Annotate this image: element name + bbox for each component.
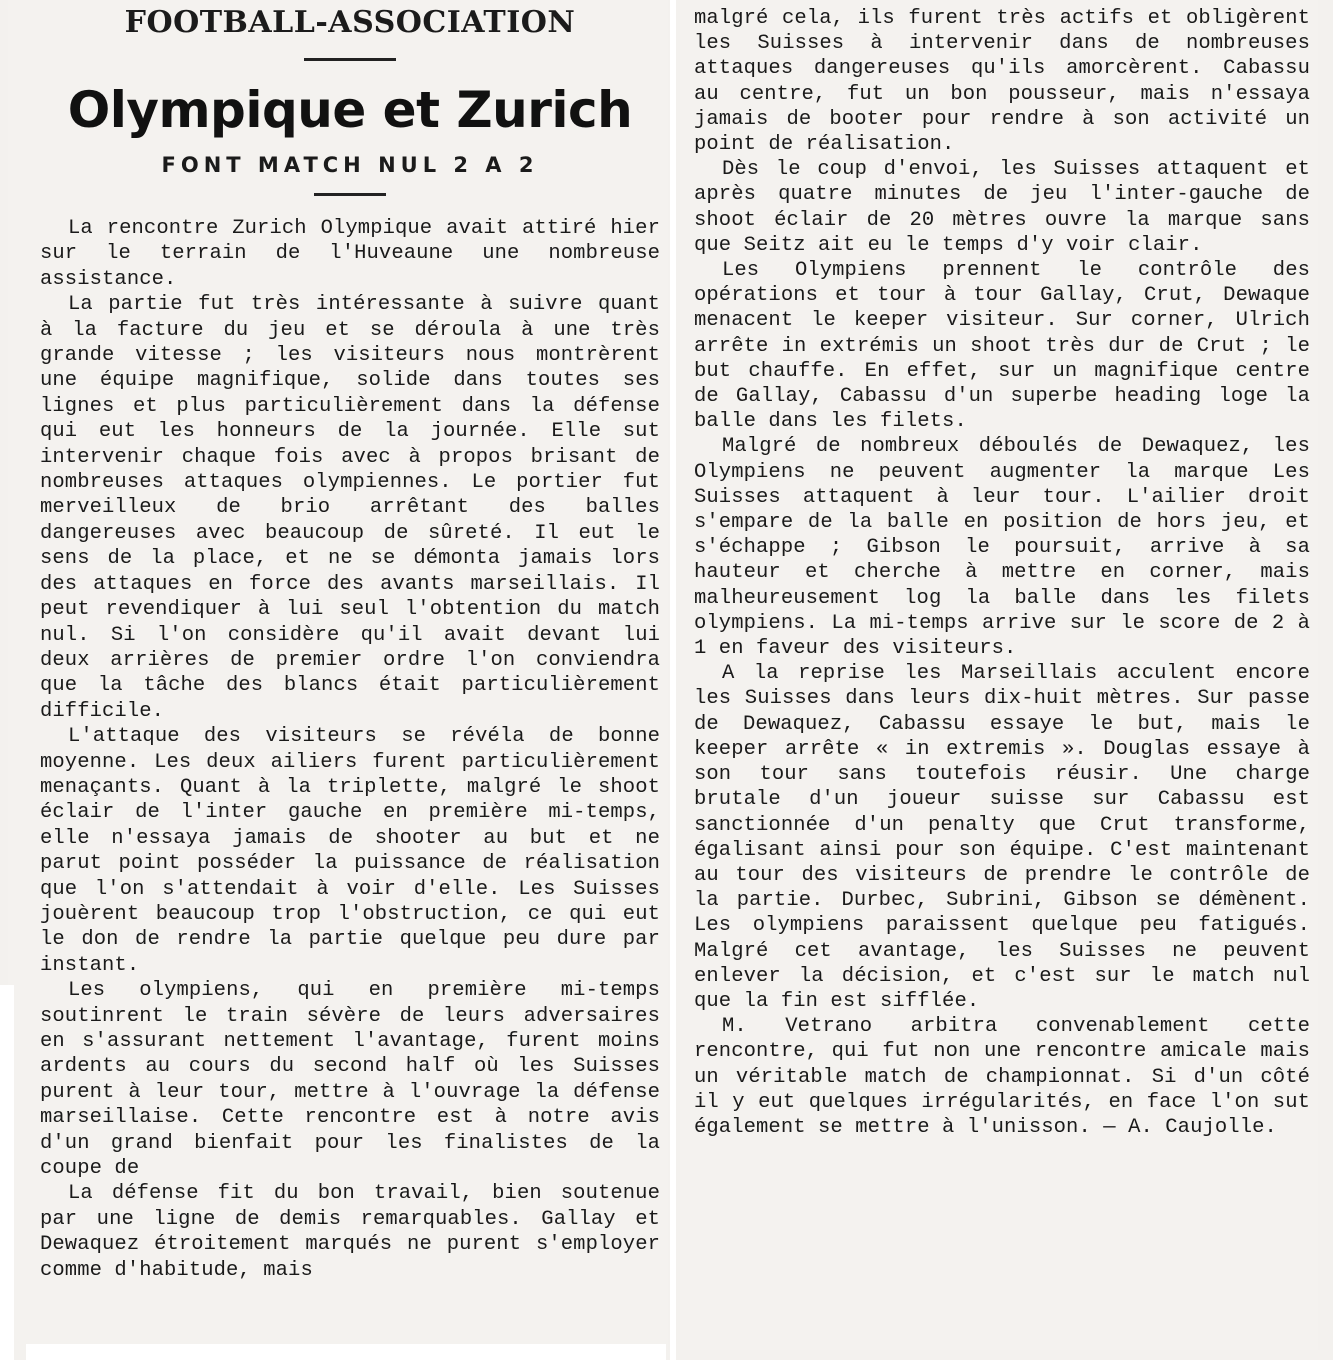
column-divider (670, 0, 676, 1360)
right-paragraph-6: M. Vetrano arbitra convenablement cette rencontre, qui fut non une rencontre amicale mais un véritable match de championnat. Si d'un côté il y eut quelques irrégularités, en face l'on sut également se mettre à l'unisson. — A. Caujolle. (694, 1015, 1310, 1139)
left-paragraph-5: La défense fit du bon travail, bien soutenue par une ligne de demis remarquables. Gallay et Dewaquez étroitement marqués ne purent s'employer comme d'habitude, mais (40, 1182, 660, 1282)
left-paragraph-2: La partie fut très intéressante à suivre quant à la facture du jeu et se déroula à une très grande vitesse ; les visiteurs nous montrèrent une équipe magnifique, solide dans toutes ses lignes et plus particulièrement dans la défense qui eut les honneurs de la journée. Elle sut intervenir chaque fois avec à propos brisant de nombreuses attaques olympiennes. Le portier fut merveilleux de brio arrêtant des balles dangereuses avec beaucoup de sûreté. Il eut le sens de la place, et ne se démonta jamais lors des attaques en force des avants marseillais. Il peut revendiquer à lui seul l'obtention du match nul. Si l'on considère qu'il avait devant lui deux arrières de premier ordre l'on conviendra que la tâche des blancs était particulièrement difficile. (40, 293, 660, 723)
left-paragraph-3: L'attaque des visiteurs se révéla de bonne moyenne. Les deux ailiers furent particulièrement menaçants. Quant à la triplette, malgré le shoot éclair de l'inter gauche en première mi-temps, elle n'essaya jamais de shooter au but et ne parut point posséder la puissance de réalisation que l'on s'attendait à voir d'elle. Les Suisses jouèrent beaucoup trop l'obstruction, ce qui eut le don de rendre la partie quelque peu dure par instant. (40, 725, 660, 977)
article-right-column (680, 0, 1318, 1350)
right-paragraph-4: Malgré de nombreux déboulés de Dewaquez, les Olympiens ne peuvent augmenter la marque Les Suisses attaquent à leur tour. L'ailier droit s'empare de la balle en position de hors jeu, et s'échappe ; Gibson le poursuit, arrive à sa hauteur et cherche à mettre en corner, mais malheureusement log la balle dans les filets olympiens. La mi-temps arrive sur le score de 2 à 1 en faveur des visiteurs. (694, 435, 1310, 661)
article-headline: Olympique et Zurich (67, 81, 633, 139)
right-paragraph-1: malgré cela, ils furent très actifs et obligèrent les Suisses à intervenir dans de nombreuses attaques dangereuses qu'ils amorcèrent. Cabassu au centre, fut un bon pousseur, mais n'essaya jamais de booter pour rendre à son activité un point de réalisation. (694, 7, 1310, 157)
subhead-rule (314, 193, 386, 196)
kicker-rule (304, 58, 396, 61)
article-subhead: FONT MATCH NUL 2 A 2 (161, 153, 539, 177)
article-left-column (8, 0, 668, 1350)
left-paragraph-1: La rencontre Zurich Olympique avait attiré hier sur le terrain de l'Huveaune une nombreuse assistance. (40, 217, 660, 291)
right-paragraph-2: Dès le coup d'envoi, les Suisses attaquent et après quatre minutes de jeu l'inter-gauche de shoot éclair de 20 mètres ouvre la marque sans que Seitz ait eu le temps d'y voir clair. (694, 158, 1310, 257)
right-paragraph-5: A la reprise les Marseillais acculent encore les Suisses dans leurs dix-huit mètres. Sur passe de Dewaquez, Cabassu essaye le but, mais le keeper arrête « in extremis ». Douglas essaye à son tour sans toutefois réusir. Une charge brutale d'un joueur suisse sur Cabassu est sanctionnée d'un penalty que Crut transforme, égalisant ainsi pour son équipe. C'est maintenant au tour des visiteurs de prendre le contrôle de la partie. Durbec, Subrini, Gibson se démènent. Les olympiens paraissent quelque peu fatigués. Malgré cet avantage, les Suisses ne peuvent enlever la décision, et c'est sur le match nul que la fin est sifflée. (694, 662, 1310, 1013)
section-kicker: FOOTBALL-ASSOCIATION (124, 5, 576, 40)
right-paragraph-3: Les Olympiens prennent le contrôle des opérations et tour à tour Gallay, Crut, Dewaque menacent le keeper visiteur. Sur corner, Ulrich arrête in extrémis un shoot très dur de Crut ; le but chauffe. En effet, sur un magnifique centre de Gallay, Cabassu d'un superbe heading loge la balle dans les filets. (694, 259, 1310, 434)
scan-margin-left (0, 985, 14, 1360)
left-paragraph-4: Les olympiens, qui en première mi-temps soutinrent le train sévère de leurs adversaires en s'assurant nettement l'avantage, furent moins ardents au cours du second half où les Suisses purent à leur tour, mettre à l'ouvrage la défense marseillaise. Cette rencontre est à notre avis d'un grand bienfait pour les finalistes de la coupe de (40, 979, 660, 1181)
scan-margin-bottom (26, 1344, 666, 1360)
